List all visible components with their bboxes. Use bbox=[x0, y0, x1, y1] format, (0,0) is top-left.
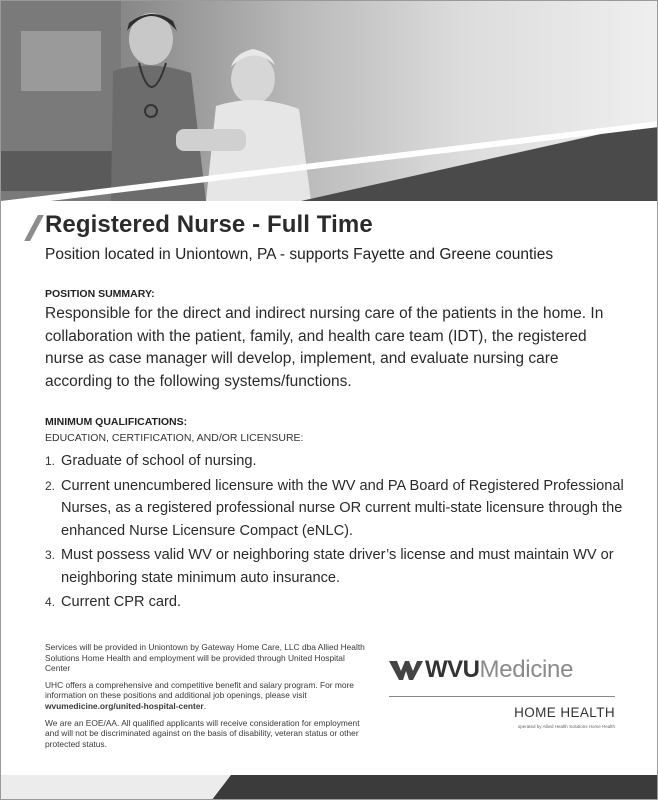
min-qualifications-label: MINIMUM QUALIFICATIONS: bbox=[45, 416, 188, 428]
list-item: 1. Graduate of school of nursing. bbox=[45, 453, 257, 469]
footer-band bbox=[1, 775, 658, 799]
location-subtitle: Position located in Uniontown, PA - supports Fayette and Greene counties bbox=[45, 246, 554, 263]
title-block bbox=[45, 211, 373, 239]
benefits-paragraph: UHC offers a comprehensive and competitive benefit and salary program. For more information on these positions and additional job openings, please visit wvumedicine.org/united-hospital-center. bbox=[45, 679, 354, 711]
list-item: 4. Current CPR card. bbox=[45, 594, 182, 610]
division-name: HOME HEALTH bbox=[514, 705, 615, 720]
careers-link[interactable]: wvumedicine.org/united-hospital-center bbox=[45, 700, 204, 711]
header-photo bbox=[1, 1, 658, 201]
wvu-medicine-logo: WVU Medicine HOME HEALTH operated by Allied Health Solutions Home Health bbox=[389, 656, 619, 746]
position-summary-text: Responsible for the direct and indirect nursing care of the patients in the home. In collaboration with the patient, family, and health care team (IDT), the registered nurse as case manager will develop, implement, and evaluate nursing care according to the following systems/functions. bbox=[45, 305, 604, 390]
services-paragraph: Services will be provided in Uniontown by Gateway Home Care, LLC dba Allied Health Solutions Home Health and employment will be provided through United Hospital Center bbox=[45, 642, 365, 674]
qualifications-list bbox=[45, 450, 625, 616]
position-summary-label: POSITION SUMMARY: bbox=[45, 288, 155, 300]
flying-wv-icon bbox=[389, 659, 423, 681]
footer-disclaimer bbox=[45, 642, 365, 755]
list-item: 2. Current unencumbered licensure with the WV and PA Board of Registered Professional Nurses, as a registered professional nurse OR current multi-state licensure through the enhanced Nurse Licensure Compact (eNLC). bbox=[45, 477, 624, 539]
operated-by-note: operated by Allied Health Solutions Home Health bbox=[517, 724, 615, 729]
list-item: 3. Must possess valid WV or neighboring state driver’s license and must maintain WV or neighboring state minimum auto insurance. bbox=[45, 547, 614, 586]
eoe-paragraph: We are an EOE/AA. All qualified applicants will receive consideration for employment and will not be discriminated against on the basis of disability, veteran status or other protected status. bbox=[45, 717, 360, 749]
page-title: Registered Nurse - Full Time bbox=[45, 211, 373, 238]
education-sublabel: EDUCATION, CERTIFICATION, AND/OR LICENSURE: bbox=[45, 432, 304, 444]
nurse-patient-photo-icon bbox=[1, 1, 658, 201]
accent-slash-icon bbox=[24, 215, 44, 241]
logo-divider bbox=[389, 696, 615, 697]
